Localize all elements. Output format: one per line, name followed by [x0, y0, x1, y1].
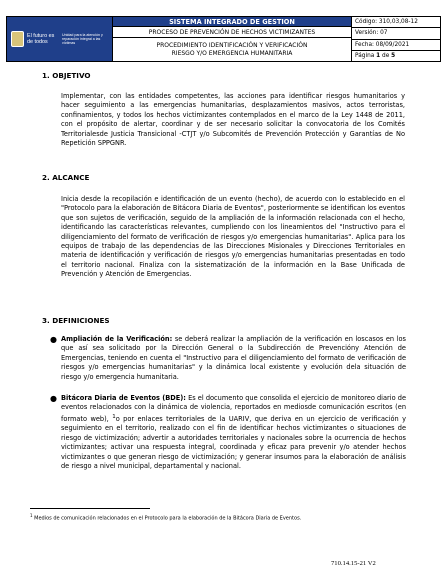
doc-date: Fecha: 08/09/2021	[352, 40, 440, 51]
doc-code: Código: 310,03,08-12	[352, 17, 440, 28]
logo-slogan: El futuro es de todos	[27, 33, 55, 45]
section-heading-objetivo: 1. OBJETIVO	[42, 71, 91, 80]
system-title: SISTEMA INTEGRADO DE GESTION	[113, 17, 351, 27]
bullet-icon: ●	[50, 335, 57, 344]
page-current: 1	[376, 52, 381, 59]
header-metadata	[352, 17, 440, 61]
coat-of-arms-icon	[11, 31, 24, 47]
footnote	[30, 513, 430, 522]
definition-text-cont: o por enlaces territoriales de la UARIV, que deriva en un ejercicio de verificación y seguimiento en el territorio, realizado con el fin de identificar hechos victimizantes o situaciones de riesgo de victimización; advertir a autoridades territoriales y nacionales sobre la ocurrencia de hechos victimizantes; activar una respuesta integral, coordinada y eficaz para prevenir y/o atender hechos victimizantes o que generan riesgo de victimización; y generar insumos para la elaboración de análisis de riesgo a nivel municipal, departamental y nacional.	[61, 415, 407, 471]
procedure-name	[113, 38, 351, 61]
definitions-list	[50, 335, 406, 471]
procedure-line-1: PROCEDIMIENTO IDENTIFICACIÓN Y VERIFICACIÓN	[156, 41, 308, 49]
list-item	[50, 335, 406, 382]
section-heading-definiciones: 3. DEFINICIONES	[42, 316, 110, 325]
header-center	[113, 17, 352, 61]
footnote-divider	[30, 508, 150, 509]
footnote-text: Medios de comunicación relacionados en el Protocolo para la elaboración de la Bitácora Diaria de Eventos.	[32, 515, 302, 522]
page-indicator: Página 1 de 5	[355, 52, 396, 59]
document-header	[6, 16, 441, 62]
bullet-icon: ●	[50, 394, 57, 404]
definition-term: Bitácora Diaria de Eventos (BDE):	[61, 394, 186, 403]
procedure-line-2: RIESGO Y/O EMERGENCIA HUMANITARIA	[171, 49, 293, 57]
footnote-number: 1	[30, 513, 33, 518]
document-form-code: 710.14.15-21 V2	[331, 560, 376, 567]
process-name: PROCESO DE PREVENCIÓN DE HECHOS VICTIMIZANTES	[113, 27, 351, 38]
page-total: 5	[391, 52, 396, 59]
objetivo-text: Implementar, con las entidades competentes, las acciones para identificar riesgos humanitarios y hacer seguimiento a las emergencias humanitarias, desplazamientos masivos, actos terroristas, confinamientos, y todos los hechos victimizantes contemplados en el marco de la Ley 1448 de 2011, con el propósito de alertar, coordinar y de ser necesario solicitar la convocatoria de los Comités Territorialesde Justicia Transicional -CTJT y/o Subcomités de Prevención Protección y Garantías de No Repetición SPPGNR.	[61, 92, 405, 148]
definition-term: Ampliación de la Verificación:	[61, 335, 173, 343]
definition-text: Es el documento que consolida el ejercicio de monitoreo diario de eventos relacionados con la dinámica de violencia, reportados en mediosde comunicación escritos (en formato web),	[61, 394, 406, 424]
institution-logo	[7, 17, 113, 61]
logo-entity-name: Unidad para la atención y reparación integral a las víctimas	[62, 32, 103, 46]
section-heading-alcance: 2. ALCANCE	[42, 173, 90, 182]
doc-version: Versión: 07	[352, 28, 440, 39]
definition-text: se deberá realizar la ampliación de la verificación en loscasos en los que así sea solicitado por la Dirección General o la Subdirección de Prevencióny Atención de Emergencias, teniendo en cuenta el "Instructivo para el diligenciamiento del formato de verificación de riesgos y/o emergencias humanitarias" y la dinámica local existente y evolución dela situación de riesgo y/o emergencia humanitaria.	[61, 335, 406, 381]
alcance-text: Inicia desde la recopilación e identificación de un evento (hecho), de acuerdo con lo establecido en el "Protocolo para la elaboración de Bitácora Diaria de Eventos", posteriormente se identifican los eventos que son sujetos de verificación, seguido de la ampliación de la información relacionada con el hecho, identificando las características relevantes, cumpliendo con los lineamientos del "Instructivo para el diligenciamiento del formato de verificación de riesgos y/o emergencias humanitarias". Aplica para los equipos de trabajo de las dependencias de las Direcciones Misionales y Direcciones Territoriales en materia de identificación y verificación de riesgos y/o emergencias humanitarias presentadas en todo el territorio nacional. Finaliza con la sistematización de la información en la Base Unificada de Prevención y Atención de Emergencias.	[61, 195, 405, 279]
footnote-ref[interactable]: 1	[112, 413, 116, 420]
list-item	[50, 394, 406, 471]
